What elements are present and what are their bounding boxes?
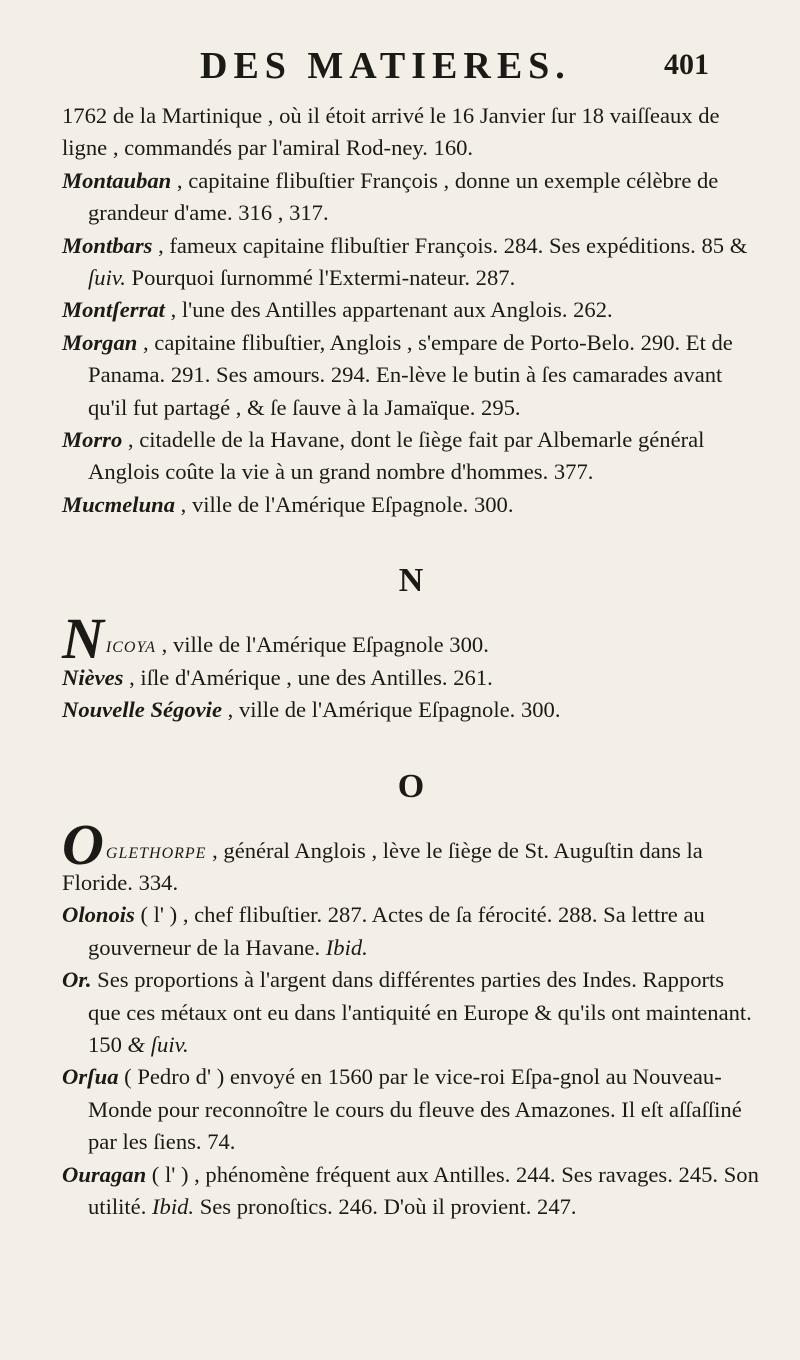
entry-headword: Olonois — [62, 902, 135, 928]
entry-headword: Nièves — [62, 664, 124, 690]
index-entry: Montauban , capitaine flibuſtier François , donne un exemple célèbre de grandeur d'ame. 316 , 317. — [62, 167, 719, 226]
index-entry: Oglethorpe , général Anglois , lève le ſiège de St. Auguſtin dans la Floride. 334. — [62, 811, 703, 895]
index-entry: Morgan , capitaine flibuſtier, Anglois , s'empare de Porto-Belo. 290. Et de Panama. 291. Ses amours. 294. En-lève le butin à ſes camarades avant qu'il fut partagé , & ſe ſauve à la Jamaïque. 295. — [62, 329, 733, 420]
entry-headword: Montſerrat — [62, 297, 165, 323]
index-entry: Nicoya , ville de l'Amérique Eſpagnole 300. — [62, 606, 489, 672]
entry-headword: icoya — [105, 632, 156, 658]
index-entry: Morro , citadelle de la Havane, dont le ſiège fait par Albemarle général Anglois coûte la vie à un grand nombre d'hommes. 377. — [62, 427, 705, 485]
entry-headword: Nouvelle Ségovie — [62, 697, 222, 723]
index-body — [62, 100, 760, 1223]
drop-cap: O — [62, 811, 104, 877]
index-entry: Montbars , fameux capitaine flibuſtier François. 284. Ses expéditions. 85 & ſuiv. Pourquoi ſurnommé l'Extermi-nateur. 287. — [62, 232, 748, 291]
index-entry: Olonois ( l' ) , chef flibuſtier. 287. Actes de ſa férocité. 288. Sa lettre au gouverneur de la Havane. Ibid. — [62, 902, 705, 960]
entry-headword: Montauban — [62, 167, 172, 193]
index-entry: Or. Ses proportions à l'argent dans différentes parties des Indes. Rapports que ces métaux ont eu dans l'antiquité en Europe & qu'ils ont maintenant. 150 & ſuiv. — [62, 967, 752, 1057]
index-entry: Mucmeluna , ville de l'Amérique Eſpagnole. 300. — [62, 491, 514, 517]
page-number: 401 — [664, 48, 709, 81]
entry-headword: Morro — [62, 427, 123, 453]
section-letter-o: O — [397, 767, 425, 805]
index-entry: Ouragan ( l' ) , phénomène fréquent aux Antilles. 244. Ses ravages. 245. Son utilité. Ibid. Ses pronoſtics. 246. D'où il provient. 247. — [62, 1161, 759, 1219]
entry-headword: Or. — [62, 967, 92, 993]
index-entry: 1762 de la Martinique , où il étoit arrivé le 16 Janvier ſur 18 vaiſſeaux de ligne , commandés par l'amiral Rod-ney. 160. — [62, 103, 720, 161]
section-letter-n: N — [398, 562, 424, 600]
running-title: DES MATIERES. — [200, 45, 571, 87]
entry-headword: Orſua — [62, 1064, 119, 1090]
drop-cap: N — [62, 606, 104, 672]
entry-headword: glethorpe — [105, 837, 207, 863]
entry-headword: Montbars — [62, 232, 153, 258]
index-entry: Orſua ( Pedro d' ) envoyé en 1560 par le vice-roi Eſpa-gnol au Nouveau-Monde pour reconnoître le cours du fleuve des Amazones. Il eſt aſſaſſiné par les ſiens. 74. — [62, 1064, 742, 1155]
index-entry: Nièves , iſle d'Amérique , une des Antilles. 261. — [62, 664, 493, 690]
entry-headword: Ouragan — [62, 1161, 147, 1187]
index-entry: Montſerrat , l'une des Antilles appartenant aux Anglois. 262. — [62, 297, 613, 323]
entry-headword: Morgan — [62, 329, 138, 355]
page-header — [0, 44, 800, 92]
entry-headword: Mucmeluna — [62, 491, 175, 517]
index-entry: Nouvelle Ségovie , ville de l'Amérique Eſpagnole. 300. — [62, 697, 561, 723]
